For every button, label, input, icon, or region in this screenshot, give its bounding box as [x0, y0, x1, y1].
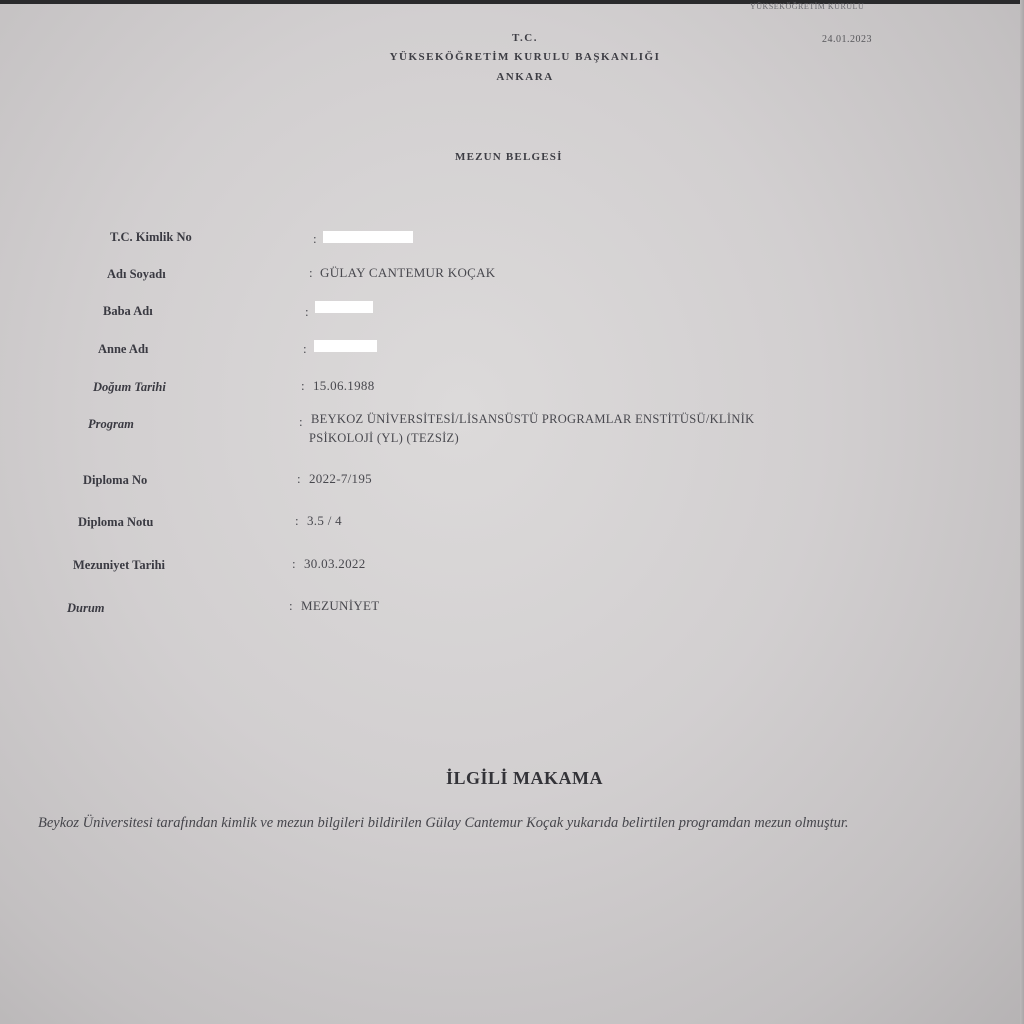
scan-top-edge — [0, 0, 1024, 4]
value-program-line2: PSİKOLOJİ (YL) (TEZSİZ) — [309, 431, 459, 445]
value-durum: MEZUNİYET — [301, 598, 380, 613]
label-baba-adi: Baba Adı — [103, 304, 153, 318]
colon-diploma-no: : — [297, 471, 301, 486]
header-line-tc: T.C. — [512, 32, 538, 44]
label-program: Program — [88, 417, 134, 431]
scan-right-edge — [1020, 0, 1024, 1024]
label-adi-soyadi: Adı Soyadı — [107, 267, 166, 281]
colon-mezuniyet-tarihi: : — [292, 556, 296, 571]
value-mezuniyet-tarihi: 30.03.2022 — [304, 556, 366, 571]
label-tc-kimlik-no: T.C. Kimlik No — [110, 230, 192, 244]
redaction-baba-adi — [315, 301, 373, 313]
redaction-tc-kimlik-no — [323, 231, 413, 243]
statement-paragraph: Beykoz Üniversitesi tarafından kimlik ve mezun bilgileri bildirilen Gülay Cantemur Koçak yukarıda belirtilen programdan mezun olmuştur. — [38, 815, 849, 831]
value-dogum-tarihi: 15.06.1988 — [313, 378, 375, 393]
value-diploma-no: 2022-7/195 — [309, 471, 372, 486]
label-mezuniyet-tarihi: Mezuniyet Tarihi — [73, 558, 166, 572]
document-title: MEZUN BELGESİ — [455, 151, 563, 163]
corner-header-text: YÜKSEKÖĞRETİM KURULU — [750, 2, 865, 11]
colon-adi-soyadi: : — [309, 265, 313, 280]
colon-anne-adi: : — [303, 341, 307, 356]
ilgili-makama-heading: İLGİLİ MAKAMA — [446, 768, 604, 788]
colon-diploma-notu: : — [295, 513, 299, 528]
label-diploma-no: Diploma No — [83, 473, 148, 487]
header-line-institution: YÜKSEKÖĞRETİM KURULU BAŞKANLIĞI — [389, 51, 661, 63]
header-line-city: ANKARA — [496, 71, 554, 83]
colon-tc-kimlik-no: : — [313, 231, 317, 246]
value-diploma-notu: 3.5 / 4 — [307, 513, 342, 528]
colon-program: : — [299, 414, 303, 429]
label-anne-adi: Anne Adı — [98, 342, 149, 356]
label-dogum-tarihi: Doğum Tarihi — [93, 380, 166, 394]
label-diploma-notu: Diploma Notu — [78, 515, 154, 529]
colon-baba-adi: : — [305, 304, 309, 319]
colon-durum: : — [289, 598, 293, 613]
document-date: 24.01.2023 — [822, 34, 872, 45]
redaction-anne-adi — [314, 340, 377, 352]
colon-dogum-tarihi: : — [301, 378, 305, 393]
value-program-line1: BEYKOZ ÜNİVERSİTESİ/LİSANSÜSTÜ PROGRAMLAR ENSTİTÜSÜ/KLİNİK — [311, 412, 755, 426]
label-durum: Durum — [67, 601, 105, 615]
value-adi-soyadi: GÜLAY CANTEMUR KOÇAK — [320, 265, 496, 280]
